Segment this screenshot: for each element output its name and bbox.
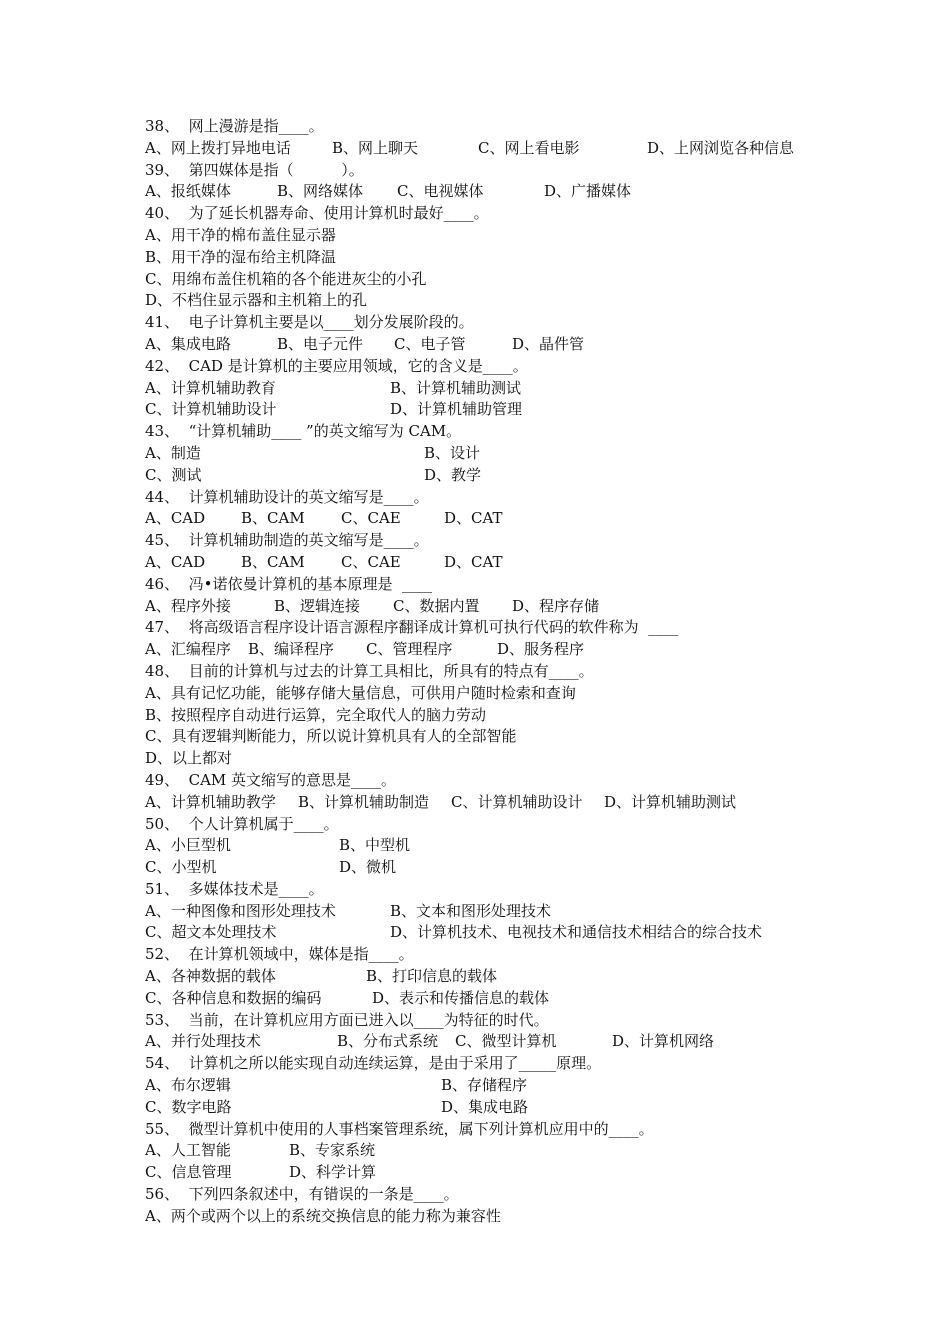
question-stem — [145, 944, 835, 966]
question-stem — [145, 312, 835, 334]
question-stem — [145, 574, 835, 596]
q50-options-row — [145, 857, 835, 879]
option-text: B、分布式系统 — [337, 1032, 439, 1051]
option-text: B、专家系统 — [289, 1141, 376, 1160]
line-text: D、以上都对 — [145, 749, 233, 768]
q42-options-row — [145, 378, 835, 400]
option-text: C、小型机 — [145, 858, 217, 877]
option-text: C、网上看电影 — [478, 138, 580, 157]
question-stem — [145, 661, 835, 683]
line-text: 49、 CAM 英文缩写的意思是____。 — [145, 770, 397, 789]
option-text: D、教学 — [424, 465, 482, 484]
option-text: D、计算机技术、电视技术和通信技术相结合的综合技术 — [390, 923, 763, 942]
line-text: A、两个或两个以上的系统交换信息的能力称为兼容性 — [145, 1206, 501, 1225]
line-text: 51、 多媒体技术是____。 — [145, 879, 324, 898]
option-text: D、CAT — [444, 552, 503, 571]
option-text: B、文本和图形处理技术 — [390, 901, 552, 920]
line-text: 56、 下列四条叙述中，有错误的一条是____。 — [145, 1185, 459, 1204]
q49-options-row — [145, 792, 835, 814]
question-stem — [145, 530, 835, 552]
option-text: C、管理程序 — [366, 640, 453, 659]
option-text: B、计算机辅助制造 — [298, 792, 430, 811]
q43-options-row — [145, 465, 835, 487]
option-text: C、测试 — [145, 465, 202, 484]
line-text: 53、 当前，在计算机应用方面已进入以____为特征的时代。 — [145, 1010, 549, 1029]
option-text: A、网上拨打异地电话 — [145, 138, 291, 157]
option-text: D、晶件管 — [512, 334, 585, 353]
option-text: A、汇编程序 — [145, 640, 231, 659]
option-text: C、CAE — [341, 509, 401, 528]
option-text: B、逻辑连接 — [274, 596, 361, 615]
q47-options-row — [145, 639, 835, 661]
option-text: B、编译程序 — [248, 640, 335, 659]
option-text: A、程序外接 — [145, 596, 231, 615]
question-stem — [145, 617, 835, 639]
question-stem — [145, 487, 835, 509]
q51-options-row — [145, 922, 835, 944]
q42-options-row — [145, 399, 835, 421]
option-text: A、CAD — [145, 552, 206, 571]
q54-options-row — [145, 1097, 835, 1119]
question-stem — [145, 421, 835, 443]
q43-options-row — [145, 443, 835, 465]
q55-options-row — [145, 1140, 835, 1162]
q40-option — [145, 225, 835, 247]
question-stem — [145, 356, 835, 378]
q48-option — [145, 683, 835, 705]
line-text: 43、 “计算机辅助____ ”的英文缩写为 CAM。 — [145, 422, 462, 441]
q39-options-row — [145, 181, 835, 203]
line-text: 48、 目前的计算机与过去的计算工具相比，所具有的特点有____。 — [145, 661, 594, 680]
line-text: C、具有逻辑判断能力，所以说计算机具有人的全部智能 — [145, 727, 517, 746]
option-text: D、计算机网络 — [612, 1032, 715, 1051]
option-text: A、人工智能 — [145, 1141, 231, 1160]
q52-options-row — [145, 988, 835, 1010]
q38-options-row — [145, 138, 835, 160]
option-text: B、存储程序 — [441, 1076, 528, 1095]
option-text: B、网上聊天 — [332, 138, 419, 157]
q52-options-row — [145, 966, 835, 988]
option-text: A、CAD — [145, 509, 206, 528]
option-text: D、广播媒体 — [544, 182, 632, 201]
q55-options-row — [145, 1162, 835, 1184]
q51-options-row — [145, 901, 835, 923]
option-text: B、中型机 — [339, 836, 411, 855]
q45-options-row — [145, 552, 835, 574]
option-text: D、计算机辅助测试 — [604, 792, 737, 811]
q44-options-row — [145, 508, 835, 530]
option-text: C、微型计算机 — [455, 1032, 557, 1051]
option-text: B、CAM — [241, 509, 305, 528]
option-text: B、设计 — [424, 443, 481, 462]
option-text: D、程序存储 — [512, 596, 600, 615]
option-text: A、计算机辅助教学 — [145, 792, 276, 811]
q48-option — [145, 705, 835, 727]
line-text: 44、 计算机辅助设计的英文缩写是____。 — [145, 487, 429, 506]
option-text: B、电子元件 — [277, 334, 364, 353]
q54-options-row — [145, 1075, 835, 1097]
option-text: C、计算机辅助设计 — [451, 792, 583, 811]
question-stem — [145, 160, 835, 182]
line-text: B、按照程序自动进行运算，完全取代人的脑力劳动 — [145, 705, 487, 724]
question-stem — [145, 879, 835, 901]
option-text: A、小巨型机 — [145, 836, 231, 855]
line-text: 38、 网上漫游是指____。 — [145, 117, 324, 135]
line-text: 47、 将高级语言程序设计语言源程序翻译成计算机可执行代码的软件称为 ____ — [145, 618, 679, 637]
line-text: 45、 计算机辅助制造的英文缩写是____。 — [145, 531, 429, 550]
option-text: D、微机 — [339, 858, 397, 877]
line-text: 50、 个人计算机属于____。 — [145, 814, 339, 833]
q56-option — [145, 1206, 835, 1228]
option-text: C、各种信息和数据的编码 — [145, 988, 322, 1007]
option-text: A、并行处理技术 — [145, 1032, 261, 1051]
line-text: 39、 第四媒体是指（ ）。 — [145, 160, 364, 179]
option-text: A、制造 — [145, 443, 201, 462]
option-text: C、数据内置 — [393, 596, 480, 615]
option-text: C、计算机辅助设计 — [145, 400, 277, 419]
option-text: A、集成电路 — [145, 334, 231, 353]
option-text: A、计算机辅助教育 — [145, 378, 276, 397]
exam-document — [145, 116, 835, 1228]
q40-option — [145, 247, 835, 269]
option-text: B、打印信息的载体 — [366, 967, 498, 986]
option-text: A、各神数据的载体 — [145, 967, 276, 986]
option-text: C、CAE — [341, 552, 401, 571]
option-text: A、一种图像和图形处理技术 — [145, 901, 336, 920]
option-text: D、表示和传播信息的载体 — [372, 988, 550, 1007]
line-text: 46、 冯•诺依曼计算机的基本原理是 ____ — [145, 574, 433, 593]
option-text: A、报纸媒体 — [145, 182, 231, 201]
option-text: D、服务程序 — [497, 640, 585, 659]
option-text: C、数字电路 — [145, 1097, 232, 1116]
question-stem — [145, 814, 835, 836]
line-text: 41、 电子计算机主要是以____划分发展阶段的。 — [145, 313, 474, 332]
q48-option — [145, 726, 835, 748]
line-text: 55、 微型计算机中使用的人事档案管理系统，属下列计算机应用中的____。 — [145, 1119, 654, 1138]
q41-options-row — [145, 334, 835, 356]
line-text: B、用干净的湿布给主机降温 — [145, 247, 337, 266]
option-text: D、CAT — [444, 509, 503, 528]
q40-option — [145, 290, 835, 312]
question-stem — [145, 1119, 835, 1141]
option-text: B、CAM — [241, 552, 305, 571]
line-text: 52、 在计算机领域中，媒体是指____。 — [145, 945, 414, 964]
option-text: C、超文本处理技术 — [145, 923, 277, 942]
option-text: D、集成电路 — [441, 1097, 529, 1116]
question-stem — [145, 1010, 835, 1032]
q46-options-row — [145, 596, 835, 618]
option-text: D、上网浏览各种信息 — [647, 138, 795, 157]
question-stem — [145, 1053, 835, 1075]
option-text: C、信息管理 — [145, 1163, 232, 1182]
question-stem — [145, 203, 835, 225]
option-text: D、计算机辅助管理 — [390, 400, 523, 419]
line-text: 42、 CAD 是计算机的主要应用领域，它的含义是____。 — [145, 356, 528, 375]
question-stem — [145, 116, 835, 138]
question-stem — [145, 770, 835, 792]
line-text: 54、 计算机之所以能实现自动连续运算，是由于采用了_____原理。 — [145, 1054, 602, 1073]
line-text: A、用干净的棉布盖住显示器 — [145, 225, 336, 244]
line-text: D、不档住显示器和主机箱上的孔 — [145, 291, 368, 310]
line-text: C、用绵布盖住机箱的各个能进灰尘的小孔 — [145, 269, 427, 288]
option-text: A、布尔逻辑 — [145, 1076, 231, 1095]
option-text: C、电视媒体 — [397, 182, 484, 201]
q50-options-row — [145, 835, 835, 857]
option-text: B、网络媒体 — [277, 182, 364, 201]
line-text: A、具有记忆功能，能够存储大量信息，可供用户随时检索和查询 — [145, 683, 576, 702]
option-text: D、科学计算 — [289, 1163, 377, 1182]
q40-option — [145, 269, 835, 291]
option-text: B、计算机辅助测试 — [390, 378, 522, 397]
q53-options-row — [145, 1031, 835, 1053]
line-text: 40、 为了延长机器寿命、使用计算机时最好____。 — [145, 204, 489, 223]
q48-option — [145, 748, 835, 770]
option-text: C、电子管 — [394, 334, 466, 353]
question-stem — [145, 1184, 835, 1206]
